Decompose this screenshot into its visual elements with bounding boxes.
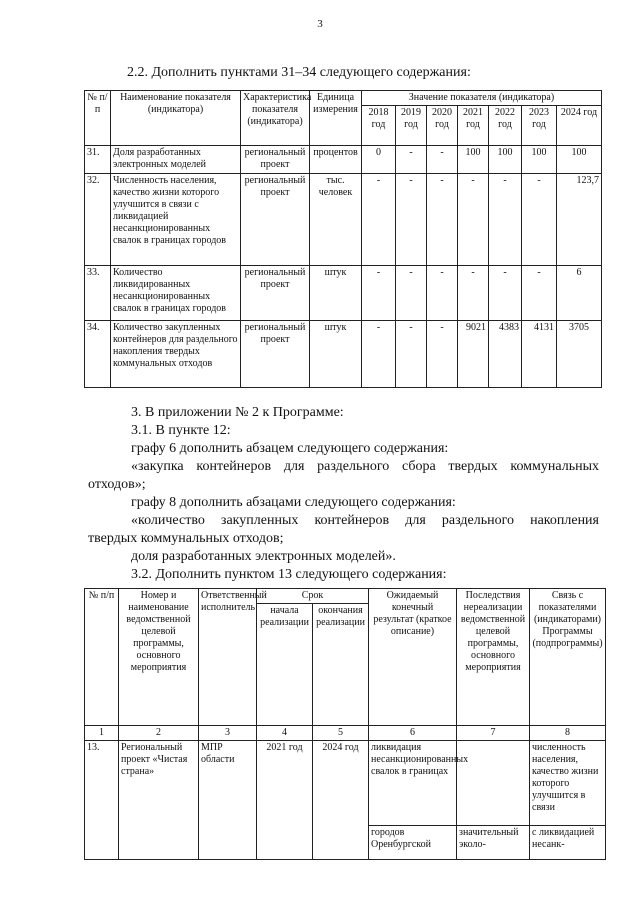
row-num: 13. (85, 741, 119, 860)
para-quote-2c: доля разработанных электронных моделей». (131, 549, 396, 564)
para-3-2: 3.2. Дополнить пунктом 13 следующего содержания: (131, 567, 447, 582)
column-number: 4 (257, 726, 313, 741)
row-value: - (489, 266, 522, 321)
measures-table (84, 588, 606, 860)
row-value: 100 (458, 146, 489, 174)
column-number: 1 (85, 726, 119, 741)
column-numbers-row (85, 726, 606, 741)
row-value: 4383 (489, 321, 522, 388)
table-row (85, 321, 602, 388)
section-heading-2-2: 2.2. Дополнить пунктами 31–34 следующего содержания: (127, 65, 471, 80)
row-value: - (427, 321, 458, 388)
para-col8: графу 8 дополнить абзацами следующего содержания: (131, 495, 456, 510)
col-header-year: 2024 год (557, 106, 602, 146)
row-num: 31. (85, 146, 111, 174)
col-header-result: Ожидаемый конечный результат (краткое описание) (369, 589, 457, 726)
col-header-name: Номер и наименование ведомственной целевой программы, основного мероприятия (119, 589, 199, 726)
para-quote-2a: «количество закупленных контейнеров для раздельного накопления (131, 513, 599, 528)
col-header-num: № п/п (85, 91, 111, 146)
row-num: 33. (85, 266, 111, 321)
col-header-num: № п/п (85, 589, 119, 726)
para-col6: графу 6 дополнить абзацем следующего содержания: (131, 441, 449, 456)
col-header-name: Наименование показателя (индикатора) (111, 91, 241, 146)
row-value: - (396, 321, 427, 388)
row-value: 100 (557, 146, 602, 174)
row-value: 0 (362, 146, 396, 174)
row-executor: МПР области (199, 741, 257, 860)
row-value: - (522, 174, 557, 266)
table-row (85, 266, 602, 321)
row-value: - (427, 174, 458, 266)
row-value: 100 (522, 146, 557, 174)
row-name: Доля разработанных электронных моделей (111, 146, 241, 174)
row-start: 2021 год (257, 741, 313, 860)
row-name: Региональный проект «Чистая страна» (119, 741, 199, 860)
row-value: 100 (489, 146, 522, 174)
row-unit: штук (310, 321, 362, 388)
row-value: 6 (557, 266, 602, 321)
row-value: 3705 (557, 321, 602, 388)
para-3-1: 3.1. В пункте 12: (131, 423, 231, 438)
row-unit: тыс. человек (310, 174, 362, 266)
row-end: 2024 год (313, 741, 369, 860)
col-header-year: 2022 год (489, 106, 522, 146)
column-number: 8 (530, 726, 606, 741)
row-value: - (458, 266, 489, 321)
table-row (85, 174, 602, 266)
para-quote-2b: твердых коммунальных отходов; (88, 531, 284, 546)
col-header-year: 2020 год (427, 106, 458, 146)
col-header-year: 2021 год (458, 106, 489, 146)
col-header-executor: Ответственный исполнитель (199, 589, 257, 726)
row-characteristic: региональный проект (241, 266, 310, 321)
row-value: - (458, 174, 489, 266)
row-characteristic: региональный проект (241, 174, 310, 266)
row-link-cont: с ликвидацией несанк- (530, 826, 606, 860)
row-value: - (362, 174, 396, 266)
table-row (85, 741, 606, 826)
row-num: 34. (85, 321, 111, 388)
table-row (85, 146, 602, 174)
row-link: численность населения, качество жизни которого улучшится в связи (530, 741, 606, 826)
column-number: 3 (199, 726, 257, 741)
row-value: 4131 (522, 321, 557, 388)
row-value: - (362, 266, 396, 321)
row-value: - (396, 266, 427, 321)
row-num: 32. (85, 174, 111, 266)
col-header-link: Связь с показателями (индикаторами) Программы (подпрограммы) (530, 589, 606, 726)
row-unit: штук (310, 266, 362, 321)
row-value: - (396, 146, 427, 174)
col-header-consequences: Последствия нереализации ведомственной целевой программы, основного мероприятия (457, 589, 530, 726)
row-result: ликвидация несанкционированных свалок в границах (369, 741, 457, 826)
column-number: 6 (369, 726, 457, 741)
row-value: 123,7 (557, 174, 602, 266)
row-characteristic: региональный проект (241, 146, 310, 174)
row-consequences-cont: значительный эколо- (457, 826, 530, 860)
row-name: Количество ликвидированных несанкционированных свалок в границах городов (111, 266, 241, 321)
col-header-year: 2018 год (362, 106, 396, 146)
col-header-characteristic: Характеристика показателя (индикатора) (241, 91, 310, 146)
para-3: 3. В приложении № 2 к Программе: (131, 405, 344, 420)
col-header-end: окончания реализации (313, 604, 369, 726)
col-header-year: 2023 год (522, 106, 557, 146)
row-value: - (427, 146, 458, 174)
row-name: Численность населения, качество жизни которого улучшится в связи с ликвидацией несанкционированных свалок в границах городов (111, 174, 241, 266)
row-value: - (396, 174, 427, 266)
para-quote-1a: «закупка контейнеров для раздельного сбора твердых коммунальных (131, 459, 599, 474)
col-header-value: Значение показателя (индикатора) (362, 91, 602, 106)
col-header-year: 2019 год (396, 106, 427, 146)
indicators-table (84, 90, 602, 388)
page-number: 3 (317, 18, 323, 30)
row-value: - (427, 266, 458, 321)
row-value: - (362, 321, 396, 388)
para-quote-1b: отходов»; (88, 477, 146, 492)
row-unit: процентов (310, 146, 362, 174)
column-number: 2 (119, 726, 199, 741)
row-name: Количество закупленных контейнеров для раздельного накопления твердых коммунальных отходов (111, 321, 241, 388)
column-number: 5 (313, 726, 369, 741)
row-result-cont: городов Оренбургской (369, 826, 457, 860)
row-value: 9021 (458, 321, 489, 388)
col-header-term: Срок (257, 589, 369, 604)
col-header-unit: Единица измерения (310, 91, 362, 146)
row-value: - (522, 266, 557, 321)
col-header-start: начала реализации (257, 604, 313, 726)
column-number: 7 (457, 726, 530, 741)
row-value: - (489, 174, 522, 266)
row-characteristic: региональный проект (241, 321, 310, 388)
